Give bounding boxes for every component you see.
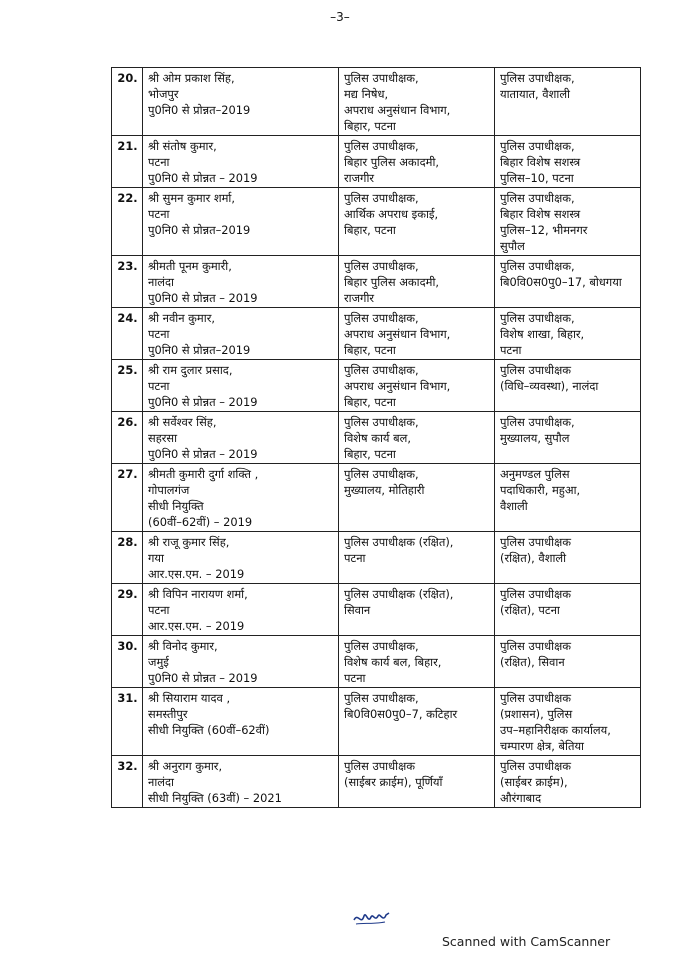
new-posting-cell xyxy=(495,68,641,136)
new-posting-line: वैशाली xyxy=(500,499,528,513)
officer-line: नालंदा xyxy=(148,775,174,789)
table-row xyxy=(112,688,641,756)
posting-table xyxy=(111,67,641,808)
new-posting-line: पदाधिकारी, महुआ, xyxy=(500,483,581,497)
serial-number: 31. xyxy=(112,688,143,756)
serial-number: 26. xyxy=(112,412,143,464)
current-posting-line: मुख्यालय, मोतिहारी xyxy=(344,483,425,497)
current-posting-line: पुलिस उपाधीक्षक, xyxy=(344,467,419,481)
current-posting-cell xyxy=(339,412,495,464)
officer-line: श्री राजू कुमार सिंह, xyxy=(148,535,230,549)
officer-line: पटना xyxy=(148,379,170,393)
new-posting-cell xyxy=(495,256,641,308)
current-posting-line: पुलिस उपाधीक्षक (रक्षित), xyxy=(344,587,454,601)
officer-line: श्री विनोद कुमार, xyxy=(148,639,218,653)
new-posting-line: पुलिस उपाधीक्षक, xyxy=(500,71,575,85)
current-posting-line: पुलिस उपाधीक्षक, xyxy=(344,259,419,273)
current-posting-cell xyxy=(339,360,495,412)
officer-cell xyxy=(143,360,339,412)
serial-number: 28. xyxy=(112,532,143,584)
officer-line: पटना xyxy=(148,327,170,341)
new-posting-cell xyxy=(495,636,641,688)
officer-line: गया xyxy=(148,551,164,565)
current-posting-line: पुलिस उपाधीक्षक, xyxy=(344,71,419,85)
officer-line: पटना xyxy=(148,207,170,221)
new-posting-line: (साईबर क्राईम), xyxy=(500,775,568,789)
current-posting-line: आर्थिक अपराध इकाई, xyxy=(344,207,439,221)
serial-number: 24. xyxy=(112,308,143,360)
serial-number: 22. xyxy=(112,188,143,256)
new-posting-line: उप–महानिरीक्षक कार्यालय, xyxy=(500,723,611,737)
current-posting-line: बिहार, पटना xyxy=(344,343,396,357)
new-posting-line: पटना xyxy=(500,343,522,357)
current-posting-line: राजगीर xyxy=(344,291,375,305)
officer-cell xyxy=(143,636,339,688)
new-posting-line: पुलिस उपाधीक्षक, xyxy=(500,191,575,205)
new-posting-line: पुलिस उपाधीक्षक xyxy=(500,587,571,601)
current-posting-line: अपराध अनुसंधान विभाग, xyxy=(344,103,451,117)
current-posting-line: मद्य निषेध, xyxy=(344,87,389,101)
officer-line: गोपालगंज xyxy=(148,483,190,497)
new-posting-line: (रक्षित), पटना xyxy=(500,603,560,617)
new-posting-line: पुलिस–12, भीमनगर xyxy=(500,223,588,237)
officer-line: सीधी नियुक्ति (60वीं–62वीं) xyxy=(148,723,270,737)
table-row xyxy=(112,188,641,256)
officer-line: श्री ओम प्रकाश सिंह, xyxy=(148,71,235,85)
table-row xyxy=(112,636,641,688)
new-posting-line: सुपौल xyxy=(500,239,525,253)
new-posting-line: पुलिस उपाधीक्षक xyxy=(500,639,571,653)
current-posting-line: राजगीर xyxy=(344,171,375,185)
officer-cell xyxy=(143,136,339,188)
current-posting-cell xyxy=(339,532,495,584)
current-posting-cell xyxy=(339,256,495,308)
current-posting-line: अपराध अनुसंधान विभाग, xyxy=(344,327,451,341)
new-posting-line: (विधि–व्यवस्था), नालंदा xyxy=(500,379,599,393)
officer-line: सीधी नियुक्ति xyxy=(148,499,204,513)
new-posting-cell xyxy=(495,584,641,636)
officer-line: श्री विपिन नारायण शर्मा, xyxy=(148,587,248,601)
serial-number: 25. xyxy=(112,360,143,412)
new-posting-line: पुलिस उपाधीक्षक, xyxy=(500,311,575,325)
current-posting-line: पुलिस उपाधीक्षक, xyxy=(344,363,419,377)
current-posting-cell xyxy=(339,136,495,188)
new-posting-line: चम्पारण क्षेत्र, बेतिया xyxy=(500,739,585,753)
officer-line: श्री नवीन कुमार, xyxy=(148,311,215,325)
current-posting-cell xyxy=(339,188,495,256)
current-posting-line: बिहार, पटना xyxy=(344,223,396,237)
table-row xyxy=(112,532,641,584)
new-posting-line: पुलिस उपाधीक्षक xyxy=(500,691,571,705)
current-posting-cell xyxy=(339,584,495,636)
signature xyxy=(352,908,392,930)
new-posting-line: औरंगाबाद xyxy=(500,791,542,805)
current-posting-cell xyxy=(339,464,495,532)
new-posting-cell xyxy=(495,688,641,756)
new-posting-cell xyxy=(495,136,641,188)
new-posting-line: बिहार विशेष सशस्त्र xyxy=(500,155,581,169)
current-posting-cell xyxy=(339,636,495,688)
current-posting-line: विशेष कार्य बल, बिहार, xyxy=(344,655,442,669)
serial-number: 23. xyxy=(112,256,143,308)
officer-line: पु0नि0 से प्रोन्नत–2019 xyxy=(148,103,251,117)
serial-number: 29. xyxy=(112,584,143,636)
table-row xyxy=(112,756,641,808)
table-row xyxy=(112,464,641,532)
table-row xyxy=(112,136,641,188)
officer-cell xyxy=(143,188,339,256)
officer-cell xyxy=(143,532,339,584)
current-posting-line: पटना xyxy=(344,671,366,685)
officer-line: भोजपुर xyxy=(148,87,179,101)
current-posting-line: बिहार पुलिस अकादमी, xyxy=(344,155,440,169)
officer-line: पु0नि0 से प्रोन्नत – 2019 xyxy=(148,671,258,685)
new-posting-line: विशेष शाखा, बिहार, xyxy=(500,327,585,341)
current-posting-line: अपराध अनुसंधान विभाग, xyxy=(344,379,451,393)
scanner-watermark: Scanned with CamScanner xyxy=(442,934,611,949)
current-posting-line: बि0वि0स0पु0–7, कटिहार xyxy=(344,707,458,721)
new-posting-line: पुलिस–10, पटना xyxy=(500,171,574,185)
officer-line: आर.एस.एम. – 2019 xyxy=(148,567,245,581)
new-posting-line: पुलिस उपाधीक्षक xyxy=(500,759,571,773)
current-posting-line: (साईबर क्राईम), पूर्णियाँ xyxy=(344,775,443,789)
new-posting-cell xyxy=(495,464,641,532)
officer-line: आर.एस.एम. – 2019 xyxy=(148,619,245,633)
officer-line: पु0नि0 से प्रोन्नत–2019 xyxy=(148,343,251,357)
officer-cell xyxy=(143,688,339,756)
officer-cell xyxy=(143,756,339,808)
new-posting-line: बि0वि0स0पु0–17, बोधगया xyxy=(500,275,622,289)
serial-number: 32. xyxy=(112,756,143,808)
page-number: –3– xyxy=(330,10,350,24)
new-posting-cell xyxy=(495,412,641,464)
current-posting-line: बिहार, पटना xyxy=(344,447,396,461)
new-posting-line: बिहार विशेष सशस्त्र xyxy=(500,207,581,221)
new-posting-cell xyxy=(495,532,641,584)
table-row xyxy=(112,68,641,136)
officer-cell xyxy=(143,584,339,636)
new-posting-line: पुलिस उपाधीक्षक, xyxy=(500,139,575,153)
officer-line: पु0नि0 से प्रोन्नत – 2019 xyxy=(148,171,258,185)
table-row xyxy=(112,256,641,308)
current-posting-cell xyxy=(339,68,495,136)
table-row xyxy=(112,360,641,412)
officer-line: पु0नि0 से प्रोन्नत – 2019 xyxy=(148,395,258,409)
new-posting-line: पुलिस उपाधीक्षक xyxy=(500,535,571,549)
current-posting-cell xyxy=(339,688,495,756)
new-posting-line: (प्रशासन), पुलिस xyxy=(500,707,573,721)
officer-line: पु0नि0 से प्रोन्नत–2019 xyxy=(148,223,251,237)
new-posting-line: पुलिस उपाधीक्षक xyxy=(500,363,571,377)
officer-line: पटना xyxy=(148,603,170,617)
officer-cell xyxy=(143,308,339,360)
current-posting-line: पुलिस उपाधीक्षक, xyxy=(344,191,419,205)
current-posting-line: बिहार, पटना xyxy=(344,395,396,409)
new-posting-line: पुलिस उपाधीक्षक, xyxy=(500,259,575,273)
serial-number: 20. xyxy=(112,68,143,136)
current-posting-cell xyxy=(339,756,495,808)
officer-line: श्रीमती पूनम कुमारी, xyxy=(148,259,232,273)
current-posting-line: पुलिस उपाधीक्षक xyxy=(344,759,415,773)
current-posting-line: पुलिस उपाधीक्षक, xyxy=(344,139,419,153)
table-row xyxy=(112,412,641,464)
serial-number: 30. xyxy=(112,636,143,688)
officer-line: समस्तीपुर xyxy=(148,707,188,721)
new-posting-line: यातायात, वैशाली xyxy=(500,87,570,101)
officer-cell xyxy=(143,256,339,308)
new-posting-cell xyxy=(495,360,641,412)
officer-line: सीधी नियुक्ति (63वीं) – 2021 xyxy=(148,791,282,805)
officer-line: जमुई xyxy=(148,655,169,669)
officer-line: पु0नि0 से प्रोन्नत – 2019 xyxy=(148,291,258,305)
current-posting-line: पुलिस उपाधीक्षक, xyxy=(344,691,419,705)
officer-line: श्रीमती कुमारी दुर्गा शक्ति , xyxy=(148,467,259,481)
officer-cell xyxy=(143,68,339,136)
current-posting-line: बिहार, पटना xyxy=(344,119,396,133)
new-posting-cell xyxy=(495,188,641,256)
serial-number: 27. xyxy=(112,464,143,532)
new-posting-line: पुलिस उपाधीक्षक, xyxy=(500,415,575,429)
serial-number: 21. xyxy=(112,136,143,188)
current-posting-line: पुलिस उपाधीक्षक (रक्षित), xyxy=(344,535,454,549)
current-posting-line: पुलिस उपाधीक्षक, xyxy=(344,639,419,653)
current-posting-line: पुलिस उपाधीक्षक, xyxy=(344,311,419,325)
officer-cell xyxy=(143,464,339,532)
current-posting-line: पटना xyxy=(344,551,366,565)
current-posting-line: सिवान xyxy=(344,603,371,617)
new-posting-cell xyxy=(495,756,641,808)
officer-line: श्री राम दुलार प्रसाद, xyxy=(148,363,233,377)
table-row xyxy=(112,584,641,636)
table-row xyxy=(112,308,641,360)
officer-line: श्री संतोष कुमार, xyxy=(148,139,217,153)
officer-line: श्री सर्वेश्वर सिंह, xyxy=(148,415,217,429)
current-posting-line: बिहार पुलिस अकादमी, xyxy=(344,275,440,289)
officer-line: नालंदा xyxy=(148,275,174,289)
new-posting-line: (रक्षित), वैशाली xyxy=(500,551,567,565)
officer-line: सहरसा xyxy=(148,431,178,445)
new-posting-cell xyxy=(495,308,641,360)
new-posting-line: (रक्षित), सिवान xyxy=(500,655,565,669)
officer-line: श्री अनुराग कुमार, xyxy=(148,759,223,773)
officer-line: (60वीं–62वीं) – 2019 xyxy=(148,515,253,529)
current-posting-cell xyxy=(339,308,495,360)
officer-line: पटना xyxy=(148,155,170,169)
officer-cell xyxy=(143,412,339,464)
officer-line: पु0नि0 से प्रोन्नत – 2019 xyxy=(148,447,258,461)
new-posting-line: अनुमण्डल पुलिस xyxy=(500,467,570,481)
current-posting-line: पुलिस उपाधीक्षक, xyxy=(344,415,419,429)
officer-line: श्री सुमन कुमार शर्मा, xyxy=(148,191,236,205)
new-posting-line: मुख्यालय, सुपौल xyxy=(500,431,570,445)
current-posting-line: विशेष कार्य बल, xyxy=(344,431,412,445)
officer-line: श्री सियाराम यादव , xyxy=(148,691,231,705)
